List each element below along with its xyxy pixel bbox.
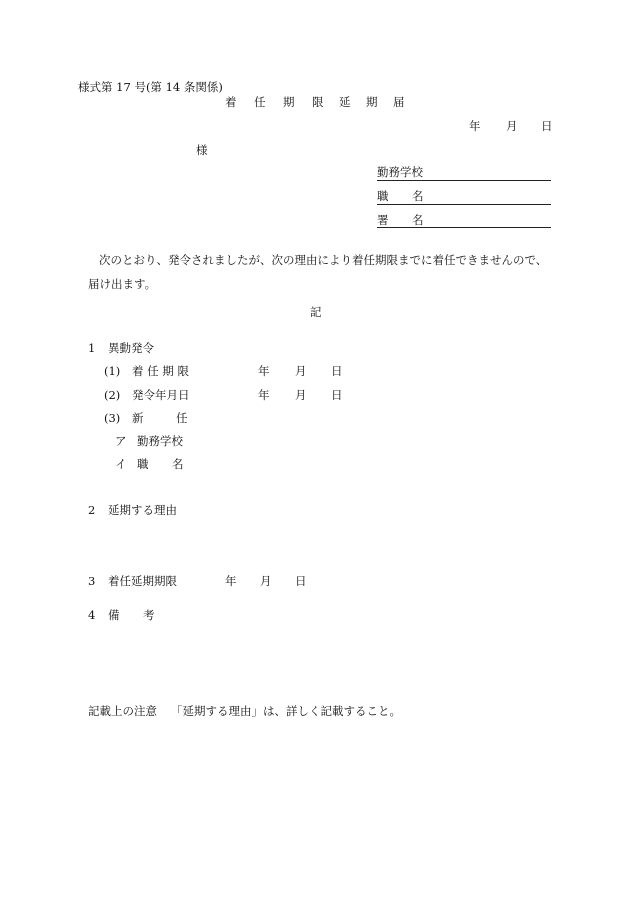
item-deadline-month: 月 xyxy=(295,364,307,378)
title-char: 着 xyxy=(225,95,237,109)
date-day-label: 日 xyxy=(541,119,553,133)
item-label: 発令年月日 xyxy=(132,388,190,402)
filling-note xyxy=(88,706,401,718)
item-deadline xyxy=(104,366,189,378)
item-issue-year: 年 xyxy=(258,388,270,402)
subitem-mark: ア xyxy=(115,434,127,448)
title-char: 期 xyxy=(283,95,295,109)
section-3-day: 日 xyxy=(295,574,307,588)
section-number: 4 xyxy=(88,608,96,622)
section-label-b: 考 xyxy=(143,608,155,622)
body-line-2: 届け出ます。 xyxy=(88,277,157,291)
position-field-label-b: 名 xyxy=(412,189,424,203)
body-paragraph xyxy=(88,248,558,296)
name-field-label-a: 署 xyxy=(377,213,389,227)
item-label: 着 任 期 限 xyxy=(132,364,189,378)
subitem-label-a: 職 xyxy=(137,457,149,471)
subitem-label-b: 名 xyxy=(172,457,184,471)
section-1-heading xyxy=(88,343,154,355)
position-field-label-a: 職 xyxy=(377,189,389,203)
item-issue-day: 日 xyxy=(331,388,343,402)
section-label: 延期する理由 xyxy=(108,503,177,517)
item-issue-date xyxy=(104,390,190,402)
item-issue-month: 月 xyxy=(295,388,307,402)
item-label-b: 任 xyxy=(176,411,188,425)
section-4-heading xyxy=(88,610,120,622)
ki-heading: 記 xyxy=(310,305,322,319)
title-char: 限 xyxy=(312,95,324,109)
item-deadline-year: 年 xyxy=(258,364,270,378)
section-number: 2 xyxy=(88,503,96,517)
name-field-line[interactable] xyxy=(377,227,551,228)
subitem-label: 勤務学校 xyxy=(137,434,183,448)
item-new-post xyxy=(104,413,144,425)
item-label-a: 新 xyxy=(132,411,144,425)
item-number: (2) xyxy=(104,388,121,402)
subitem-position xyxy=(115,459,149,471)
date-month-label: 月 xyxy=(506,119,518,133)
subitem-school xyxy=(115,436,183,448)
school-field-line[interactable] xyxy=(377,180,551,181)
note-label: 記載上の注意 xyxy=(88,704,157,718)
section-3-year: 年 xyxy=(225,574,237,588)
name-field-label-b: 名 xyxy=(412,213,424,227)
title-char: 延 xyxy=(339,95,351,109)
section-3-heading xyxy=(88,576,177,588)
item-number: (1) xyxy=(104,364,121,378)
item-number: (3) xyxy=(104,411,121,425)
section-label: 異動発令 xyxy=(108,341,154,355)
body-line-1: 次のとおり、発令されましたが、次の理由により着任期限までに着任できませんので、 xyxy=(99,253,548,267)
date-year-label: 年 xyxy=(469,119,481,133)
item-deadline-day: 日 xyxy=(331,364,343,378)
subitem-mark: イ xyxy=(115,457,127,471)
section-2-heading xyxy=(88,505,177,517)
addressee-honorific: 様 xyxy=(196,143,208,157)
title-char: 届 xyxy=(393,95,405,109)
section-label: 着任延期期限 xyxy=(108,574,177,588)
school-field-label: 勤務学校 xyxy=(377,165,423,179)
position-field-line[interactable] xyxy=(377,204,551,205)
form-number: 様式第 17 号(第 14 条関係) xyxy=(78,80,223,94)
section-3-month: 月 xyxy=(260,574,272,588)
section-number: 3 xyxy=(88,574,96,588)
note-text: 「延期する理由」は、詳しく記載すること。 xyxy=(171,704,401,718)
section-label-a: 備 xyxy=(108,608,120,622)
title-char: 任 xyxy=(254,95,266,109)
section-number: 1 xyxy=(88,341,96,355)
title-char: 期 xyxy=(366,95,378,109)
